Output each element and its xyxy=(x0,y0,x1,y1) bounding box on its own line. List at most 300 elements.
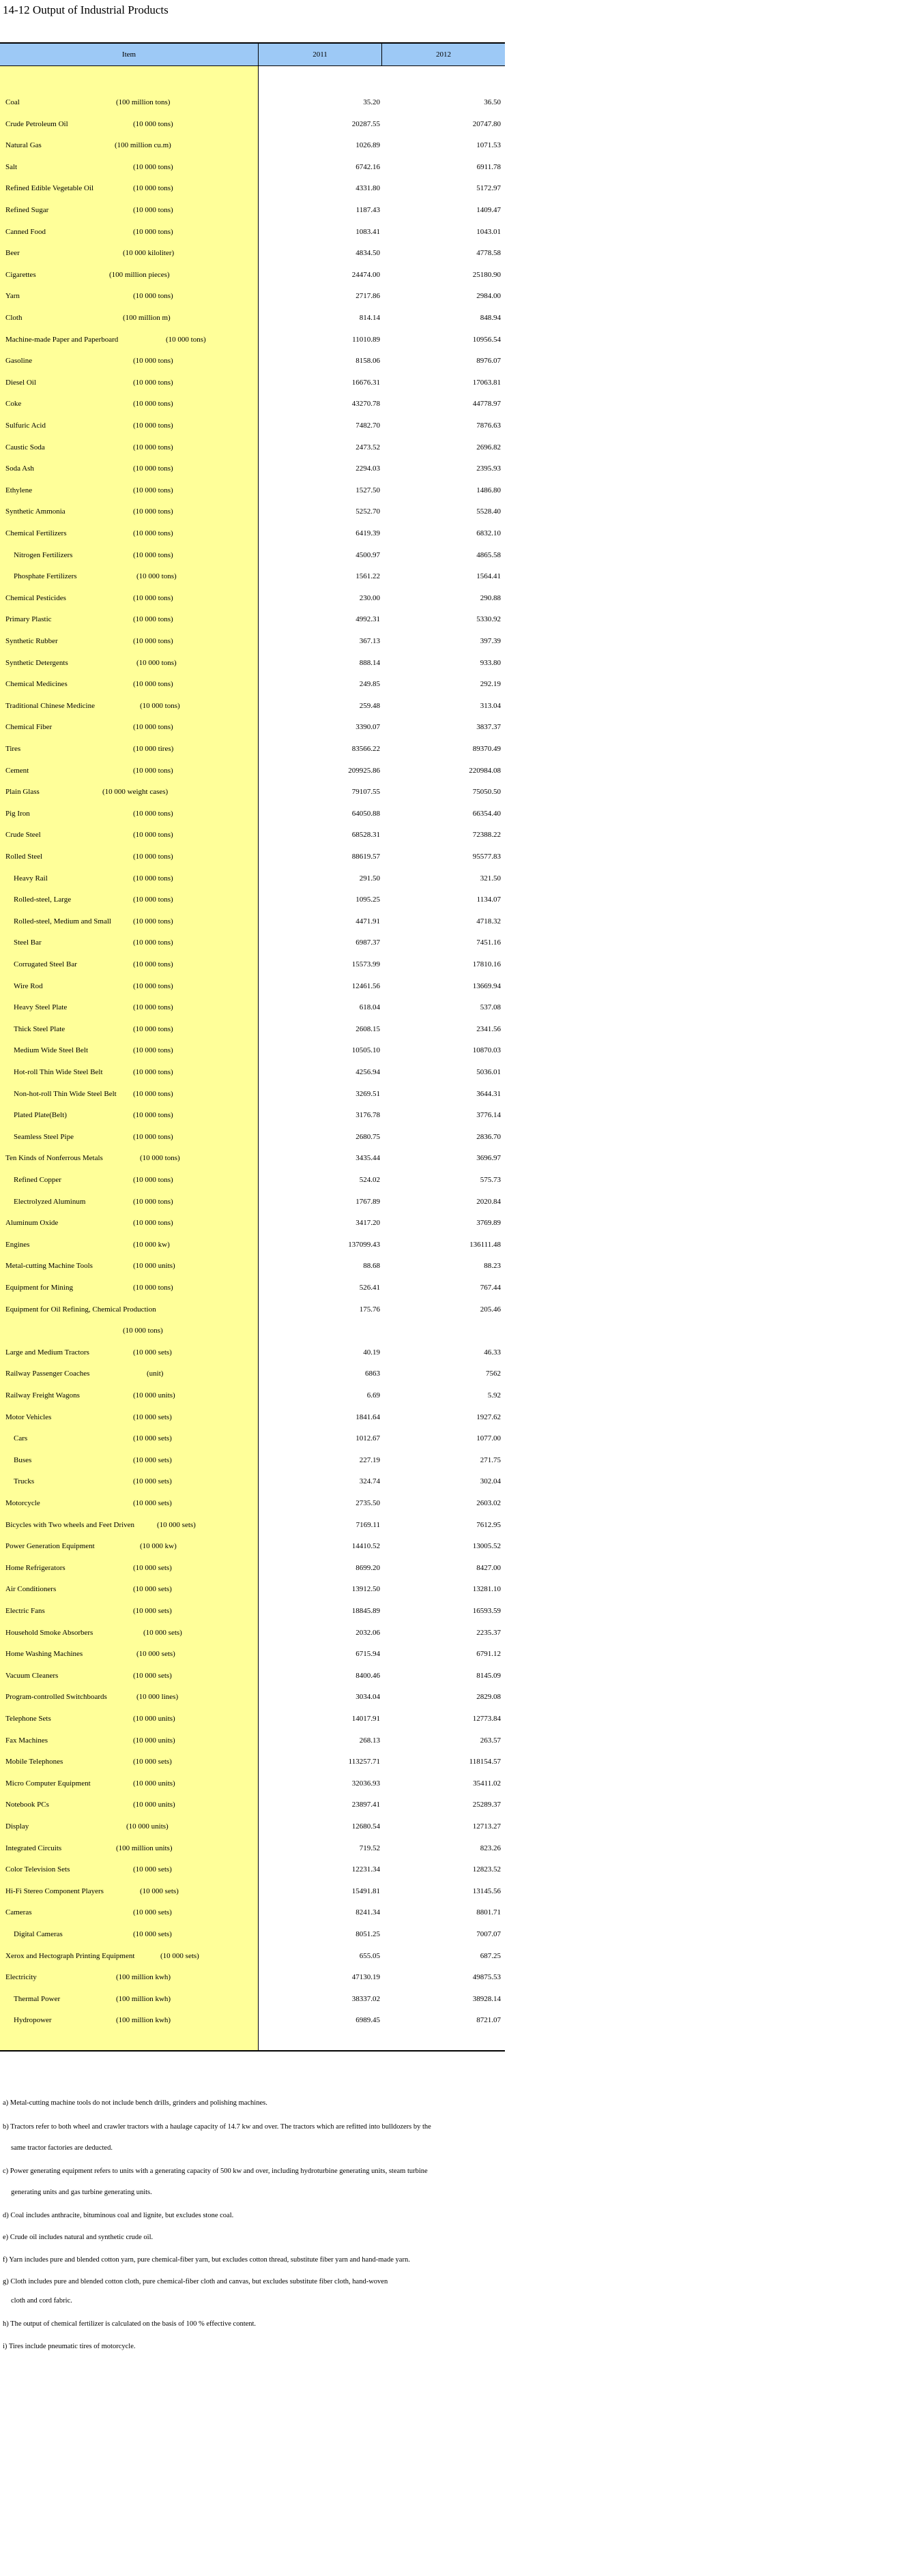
table-row xyxy=(0,458,505,479)
row-item-label: Gasoline xyxy=(5,357,33,366)
row-value-2011: 2608.15 xyxy=(355,1024,380,1033)
row-value-2012: 6791.12 xyxy=(476,1650,501,1659)
row-unit: (10 000 tons) xyxy=(133,550,173,559)
row-item-label: Seamless Steel Pipe xyxy=(14,1132,74,1141)
row-item-label: Refined Copper xyxy=(14,1176,61,1184)
row-value-2011: 175.76 xyxy=(359,1305,380,1314)
row-item-label: Trucks xyxy=(14,1477,35,1486)
row-item-label: Cloth xyxy=(5,314,23,322)
table-row xyxy=(0,1277,505,1299)
row-value-2011: 1012.67 xyxy=(355,1434,380,1443)
footnote: c) Power generating equipment refers to units with a generating capacity of 500 kw and over, including hydroturbine generating units, steam turbine xyxy=(3,2167,428,2175)
row-value-2011: 291.50 xyxy=(359,874,380,883)
row-item-label: Plated Plate(Belt) xyxy=(14,1111,67,1120)
row-unit: (10 000 tons) xyxy=(133,1111,173,1120)
row-unit: (unit) xyxy=(147,1370,164,1378)
row-item-label: Sulfuric Acid xyxy=(5,421,46,430)
row-item-label: Notebook PCs xyxy=(5,1801,49,1809)
row-item-label: Engines xyxy=(5,1240,30,1249)
row-unit: (10 000 units) xyxy=(133,1779,175,1788)
row-value-2011: 6715.94 xyxy=(355,1650,380,1659)
table-row xyxy=(0,307,505,329)
row-value-2012: 20747.80 xyxy=(472,119,501,128)
row-value-2012: 13145.56 xyxy=(472,1886,501,1895)
row-item-label: Motor Vehicles xyxy=(5,1412,52,1421)
table-row xyxy=(0,2009,505,2031)
row-item-label: Canned Food xyxy=(5,227,46,236)
row-unit: (10 000 sets) xyxy=(140,1886,179,1895)
row-item-label: Synthetic Rubber xyxy=(5,637,58,645)
row-value-2011: 4331.80 xyxy=(355,184,380,193)
row-unit: (10 000 tons) xyxy=(133,593,173,602)
row-item-label: Rolled Steel xyxy=(5,853,43,861)
row-unit: (10 000 kw) xyxy=(133,1240,170,1249)
table-row xyxy=(0,911,505,932)
row-unit: (10 000 sets) xyxy=(133,1930,172,1938)
table-row xyxy=(0,113,505,135)
row-unit: (10 000 sets) xyxy=(133,1607,172,1615)
row-item-label: Beer xyxy=(5,249,20,258)
row-unit: (10 000 sets) xyxy=(133,1671,172,1680)
row-value-2012: 1564.41 xyxy=(476,572,501,581)
row-item-label: Electrolyzed Aluminum xyxy=(14,1197,86,1206)
row-value-2011: 1083.41 xyxy=(355,227,380,236)
table-row xyxy=(0,1169,505,1191)
row-value-2011: 2032.06 xyxy=(355,1628,380,1637)
row-unit: (10 000 kiloliter) xyxy=(123,249,175,258)
table-row xyxy=(0,1147,505,1169)
table-bottom-rule xyxy=(0,2050,505,2052)
row-item-label: Corrugated Steel Bar xyxy=(14,960,77,968)
table-row xyxy=(0,1191,505,1213)
table-row xyxy=(0,177,505,199)
table-row xyxy=(0,695,505,717)
table-row xyxy=(0,436,505,458)
row-value-2011: 249.85 xyxy=(359,680,380,689)
row-value-2011: 8051.25 xyxy=(355,1930,380,1938)
table-row xyxy=(0,1859,505,1880)
row-unit: (10 000 tons) xyxy=(133,981,173,990)
row-unit: (10 000 tons) xyxy=(123,1327,163,1335)
row-value-2012: 537.08 xyxy=(480,1003,501,1012)
row-unit: (10 000 tons) xyxy=(140,701,180,710)
table-row xyxy=(0,199,505,221)
table-row xyxy=(0,868,505,889)
row-unit: (10 000 units) xyxy=(133,1801,175,1809)
table-row xyxy=(0,372,505,394)
row-unit: (10 000 tons) xyxy=(133,421,173,430)
row-value-2011: 83566.22 xyxy=(351,745,380,753)
row-item-label: Railway Passenger Coaches xyxy=(5,1370,90,1378)
table-row xyxy=(0,522,505,544)
table-row xyxy=(0,1018,505,1040)
row-unit: (10 000 sets) xyxy=(133,1434,172,1443)
row-item-label: Mobile Telephones xyxy=(5,1758,63,1766)
table-row xyxy=(0,716,505,738)
row-value-2012: 13281.10 xyxy=(472,1585,501,1594)
row-unit: (10 000 sets) xyxy=(136,1650,175,1659)
row-unit: (10 000 sets) xyxy=(160,1951,199,1960)
row-unit: (10 000 tons) xyxy=(133,637,173,645)
row-item-label: Chemical Medicines xyxy=(5,680,68,689)
row-value-2012: 1409.47 xyxy=(476,206,501,214)
row-unit: (10 000 tons) xyxy=(133,1132,173,1141)
table-row xyxy=(0,1945,505,1967)
table-row xyxy=(0,242,505,264)
table-row xyxy=(0,630,505,652)
row-value-2011: 2473.52 xyxy=(355,443,380,451)
row-value-2012: 3769.89 xyxy=(476,1219,501,1228)
table-row xyxy=(0,544,505,566)
table-row xyxy=(0,996,505,1018)
table-row xyxy=(0,1708,505,1730)
table-row xyxy=(0,1427,505,1449)
row-item-label: Diesel Oil xyxy=(5,378,36,387)
row-item-label: Digital Cameras xyxy=(14,1930,63,1938)
row-value-2011: 43270.78 xyxy=(351,400,380,409)
row-unit: (10 000 tons) xyxy=(133,206,173,214)
row-value-2011: 7169.11 xyxy=(355,1520,380,1529)
row-value-2011: 3435.44 xyxy=(355,1154,380,1163)
row-unit: (10 000 lines) xyxy=(136,1693,179,1702)
row-unit: (100 million pieces) xyxy=(109,270,170,279)
row-value-2012: 3696.97 xyxy=(476,1154,501,1163)
row-value-2012: 5.92 xyxy=(487,1391,501,1400)
row-value-2011: 6419.39 xyxy=(355,529,380,537)
row-unit: (100 million kwh) xyxy=(116,1994,171,2003)
row-value-2011: 7482.70 xyxy=(355,421,380,430)
table-row xyxy=(0,1686,505,1708)
row-value-2011: 8241.34 xyxy=(355,1908,380,1917)
table-row xyxy=(0,156,505,178)
table-row xyxy=(0,134,505,156)
row-item-label: Refined Edible Vegetable Oil xyxy=(5,184,94,193)
table-row xyxy=(0,975,505,997)
row-item-label: Non-hot-roll Thin Wide Steel Belt xyxy=(14,1089,117,1098)
row-value-2011: 14410.52 xyxy=(351,1542,380,1551)
row-value-2011: 12231.34 xyxy=(351,1865,380,1874)
row-value-2012: 767.44 xyxy=(480,1284,501,1292)
row-unit: (10 000 tons) xyxy=(136,658,177,667)
row-value-2011: 12461.56 xyxy=(351,981,380,990)
row-unit: (10 000 tons) xyxy=(133,853,173,861)
row-value-2011: 8400.46 xyxy=(355,1671,380,1680)
row-value-2011: 1095.25 xyxy=(355,895,380,904)
row-value-2011: 2735.50 xyxy=(355,1499,380,1507)
row-value-2011: 227.19 xyxy=(359,1455,380,1464)
row-item-label: Equipment for Mining xyxy=(5,1284,73,1292)
row-item-label: Household Smoke Absorbers xyxy=(5,1628,93,1637)
row-value-2011: 4471.91 xyxy=(355,917,380,926)
row-unit: (10 000 sets) xyxy=(133,1348,172,1357)
row-value-2012: 292.19 xyxy=(480,680,501,689)
row-item-label: Home Refrigerators xyxy=(5,1563,66,1572)
row-value-2011: 259.48 xyxy=(359,701,380,710)
row-unit: (10 000 tons) xyxy=(166,335,206,344)
row-unit: (10 000 tons) xyxy=(133,938,173,947)
row-value-2011: 6863 xyxy=(365,1370,380,1378)
row-unit: (10 000 sets) xyxy=(133,1499,172,1507)
table-row xyxy=(0,285,505,307)
row-value-2011: 11010.89 xyxy=(352,335,380,344)
table-row xyxy=(0,1923,505,1945)
row-value-2012: 72388.22 xyxy=(472,831,501,840)
table-row xyxy=(0,1622,505,1644)
row-value-2012: 8721.07 xyxy=(476,2016,501,2025)
row-value-2011: 324.74 xyxy=(359,1477,380,1486)
row-value-2012: 2836.70 xyxy=(476,1132,501,1141)
table-row xyxy=(0,1880,505,1902)
table-row xyxy=(0,1665,505,1687)
row-value-2012: 823.26 xyxy=(480,1844,501,1852)
row-value-2012: 687.25 xyxy=(480,1951,501,1960)
row-value-2011: 526.41 xyxy=(359,1284,380,1292)
row-unit: (100 million tons) xyxy=(116,98,171,106)
table-row xyxy=(0,824,505,846)
row-value-2012: 1043.01 xyxy=(476,227,501,236)
row-value-2012: 3776.14 xyxy=(476,1111,501,1120)
row-value-2011: 4500.97 xyxy=(355,550,380,559)
row-value-2012: 1486.80 xyxy=(476,486,501,494)
row-value-2011: 13912.50 xyxy=(351,1585,380,1594)
row-value-2012: 848.94 xyxy=(480,314,501,322)
header-item: Item xyxy=(0,44,259,65)
table-row xyxy=(0,1083,505,1105)
row-unit: (10 000 tons) xyxy=(133,464,173,473)
row-value-2011: 2294.03 xyxy=(355,464,380,473)
table-row xyxy=(0,1363,505,1385)
row-value-2012: 3644.31 xyxy=(476,1089,501,1098)
row-value-2011: 68528.31 xyxy=(351,831,380,840)
row-value-2011: 655.05 xyxy=(359,1951,380,1960)
row-value-2012: 271.75 xyxy=(480,1455,501,1464)
row-item-label: Hydropower xyxy=(14,2016,52,2025)
row-value-2011: 230.00 xyxy=(359,593,380,602)
table-row xyxy=(0,1600,505,1622)
row-item-label: Traditional Chinese Medicine xyxy=(5,701,95,710)
row-value-2012: 6911.78 xyxy=(476,162,501,171)
row-value-2011: 137099.43 xyxy=(348,1240,380,1249)
row-unit: (10 000 tons) xyxy=(133,723,173,732)
footnote: cloth and cord fabric. xyxy=(11,2297,72,2305)
row-unit: (10 000 tons) xyxy=(133,1089,173,1098)
row-value-2011: 8699.20 xyxy=(355,1563,380,1572)
row-value-2012: 89370.49 xyxy=(472,745,501,753)
row-value-2012: 4718.32 xyxy=(476,917,501,926)
row-unit: (100 million cu.m) xyxy=(115,141,171,150)
row-value-2012: 75050.50 xyxy=(472,788,501,797)
row-value-2011: 88.68 xyxy=(363,1262,380,1271)
row-unit: (10 000 tons) xyxy=(133,400,173,409)
row-value-2012: 1077.00 xyxy=(476,1434,501,1443)
row-value-2012: 933.80 xyxy=(480,658,501,667)
row-value-2012: 136111.48 xyxy=(469,1240,501,1249)
row-value-2011: 1527.50 xyxy=(355,486,380,494)
row-value-2011: 5252.70 xyxy=(355,507,380,516)
row-unit: (100 million units) xyxy=(116,1844,173,1852)
row-item-label: Hot-roll Thin Wide Steel Belt xyxy=(14,1068,103,1076)
row-value-2011: 367.13 xyxy=(359,637,380,645)
row-unit: (10 000 tires) xyxy=(133,745,174,753)
table-row xyxy=(0,1988,505,2010)
table-row xyxy=(0,1039,505,1061)
row-value-2011: 209925.86 xyxy=(348,766,380,775)
row-value-2011: 3390.07 xyxy=(355,723,380,732)
table-row xyxy=(0,846,505,868)
row-item-label: Railway Freight Wagons xyxy=(5,1391,80,1400)
row-unit: (100 million kwh) xyxy=(116,1973,171,1982)
row-item-label: Synthetic Detergents xyxy=(5,658,68,667)
row-value-2012: 17063.81 xyxy=(472,378,501,387)
row-value-2012: 5172.97 xyxy=(476,184,501,193)
row-unit: (10 000 units) xyxy=(126,1822,169,1831)
table-row xyxy=(0,1255,505,1277)
row-value-2012: 8145.09 xyxy=(476,1671,501,1680)
row-value-2012: 4778.58 xyxy=(476,249,501,258)
row-item-label: Thermal Power xyxy=(14,1994,61,2003)
row-value-2011: 3269.51 xyxy=(355,1089,380,1098)
table-row xyxy=(0,1320,505,1342)
table-row xyxy=(0,1730,505,1751)
table-row xyxy=(0,1104,505,1126)
row-item-label: Chemical Fiber xyxy=(5,723,53,732)
row-item-label: Synthetic Ammonia xyxy=(5,507,66,516)
page-title: 14-12 Output of Industrial Products xyxy=(3,3,169,16)
row-item-label: Electricity xyxy=(5,1973,37,1982)
row-value-2012: 88.23 xyxy=(484,1262,501,1271)
row-item-label: Home Washing Machines xyxy=(5,1650,83,1659)
row-value-2012: 205.46 xyxy=(480,1305,501,1314)
table-row xyxy=(0,1514,505,1536)
table-row xyxy=(0,479,505,501)
footnote: g) Cloth includes pure and blended cotton cloth, pure chemical-fiber cloth and canvas, but excludes substitute fiber cloth, hand-woven xyxy=(3,2278,388,2285)
row-unit: (10 000 sets) xyxy=(133,1455,172,1464)
row-value-2012: 1927.62 xyxy=(476,1412,501,1421)
row-value-2012: 7562 xyxy=(486,1370,501,1378)
table-row xyxy=(0,1492,505,1514)
row-item-label: Display xyxy=(5,1822,29,1831)
row-item-label: Primary Plastic xyxy=(5,615,52,624)
row-item-label: Salt xyxy=(5,162,18,171)
table-row xyxy=(0,1751,505,1773)
table-row xyxy=(0,1773,505,1794)
row-value-2011: 38337.02 xyxy=(351,1994,380,2003)
row-value-2011: 888.14 xyxy=(359,658,380,667)
row-unit: (10 000 tons) xyxy=(133,162,173,171)
row-value-2011: 6742.16 xyxy=(355,162,380,171)
table-row xyxy=(0,1299,505,1320)
row-value-2012: 220984.08 xyxy=(469,766,501,775)
table-row xyxy=(0,1449,505,1471)
row-value-2012: 49875.53 xyxy=(472,1973,501,1982)
row-value-2012: 25180.90 xyxy=(472,270,501,279)
row-value-2012: 313.04 xyxy=(480,701,501,710)
table-row xyxy=(0,1470,505,1492)
row-value-2011: 268.13 xyxy=(359,1736,380,1745)
table-row xyxy=(0,264,505,286)
table-row xyxy=(0,673,505,695)
row-unit: (10 000 tons) xyxy=(133,615,173,624)
row-value-2012: 397.39 xyxy=(480,637,501,645)
row-item-label: Steel Bar xyxy=(14,938,42,947)
row-item-label: Heavy Steel Plate xyxy=(14,1003,68,1012)
row-unit: (10 000 tons) xyxy=(133,184,173,193)
row-item-label: Ten Kinds of Nonferrous Metals xyxy=(5,1154,103,1163)
footnote: i) Tires include pneumatic tires of motorcycle. xyxy=(3,2343,136,2350)
table-row xyxy=(0,393,505,415)
row-value-2011: 1026.89 xyxy=(355,141,380,150)
row-value-2012: 2395.93 xyxy=(476,464,501,473)
row-value-2012: 4865.58 xyxy=(476,550,501,559)
row-item-label: Motorcycle xyxy=(5,1499,40,1507)
row-unit: (10 000 sets) xyxy=(133,1585,172,1594)
row-item-label: Coke xyxy=(5,400,22,409)
row-item-label: Caustic Soda xyxy=(5,443,45,451)
row-item-label: Ethylene xyxy=(5,486,33,494)
row-item-label: Integrated Circuits xyxy=(5,1844,62,1852)
row-value-2011: 3034.04 xyxy=(355,1693,380,1702)
row-value-2011: 35.20 xyxy=(363,98,380,106)
row-item-label: Hi-Fi Stereo Component Players xyxy=(5,1886,104,1895)
row-unit: (10 000 tons) xyxy=(133,680,173,689)
row-value-2012: 13005.52 xyxy=(472,1542,501,1551)
table-row xyxy=(0,415,505,436)
row-value-2012: 575.73 xyxy=(480,1176,501,1184)
row-item-label: Air Conditioners xyxy=(5,1585,57,1594)
table-row xyxy=(0,781,505,803)
row-value-2011: 1187.43 xyxy=(355,206,380,214)
row-unit: (100 million kwh) xyxy=(116,2016,171,2025)
row-unit: (10 000 tons) xyxy=(133,1176,173,1184)
row-unit: (10 000 tons) xyxy=(133,529,173,537)
header-2011: 2011 xyxy=(259,44,382,65)
row-value-2012: 46.33 xyxy=(484,1348,501,1357)
row-unit: (10 000 tons) xyxy=(133,292,173,301)
row-value-2012: 66354.40 xyxy=(472,809,501,818)
table-row xyxy=(0,608,505,630)
row-value-2011: 12680.54 xyxy=(351,1822,380,1831)
row-unit: (10 000 sets) xyxy=(157,1520,196,1529)
table-row xyxy=(0,565,505,587)
table-row xyxy=(0,889,505,911)
row-item-label: Telephone Sets xyxy=(5,1715,51,1723)
row-value-2012: 7876.63 xyxy=(476,421,501,430)
row-value-2012: 1134.07 xyxy=(476,895,501,904)
row-value-2012: 8427.00 xyxy=(476,1563,501,1572)
table-row xyxy=(0,1535,505,1557)
row-item-label: Rolled-steel, Large xyxy=(14,895,72,904)
row-item-label: Cement xyxy=(5,766,29,775)
row-value-2011: 8158.06 xyxy=(355,357,380,366)
row-item-label: Wire Rod xyxy=(14,981,43,990)
row-item-label: Machine-made Paper and Paperboard xyxy=(5,335,119,344)
row-value-2012: 118154.57 xyxy=(469,1758,501,1766)
row-value-2012: 3837.37 xyxy=(476,723,501,732)
footnote: e) Crude oil includes natural and synthetic crude oil. xyxy=(3,2234,154,2241)
row-value-2011: 18845.89 xyxy=(351,1607,380,1615)
row-item-label: Electric Fans xyxy=(5,1607,45,1615)
row-value-2012: 7612.95 xyxy=(476,1520,501,1529)
row-value-2011: 719.52 xyxy=(359,1844,380,1852)
row-unit: (10 000 tons) xyxy=(133,507,173,516)
row-item-label: Plain Glass xyxy=(5,788,40,797)
row-item-label: Cameras xyxy=(5,1908,32,1917)
row-item-label: Cigarettes xyxy=(5,270,36,279)
row-item-label: Chemical Fertilizers xyxy=(5,529,67,537)
row-unit: (10 000 tons) xyxy=(133,960,173,968)
row-item-label: Large and Medium Tractors xyxy=(5,1348,89,1357)
table-row xyxy=(0,803,505,825)
